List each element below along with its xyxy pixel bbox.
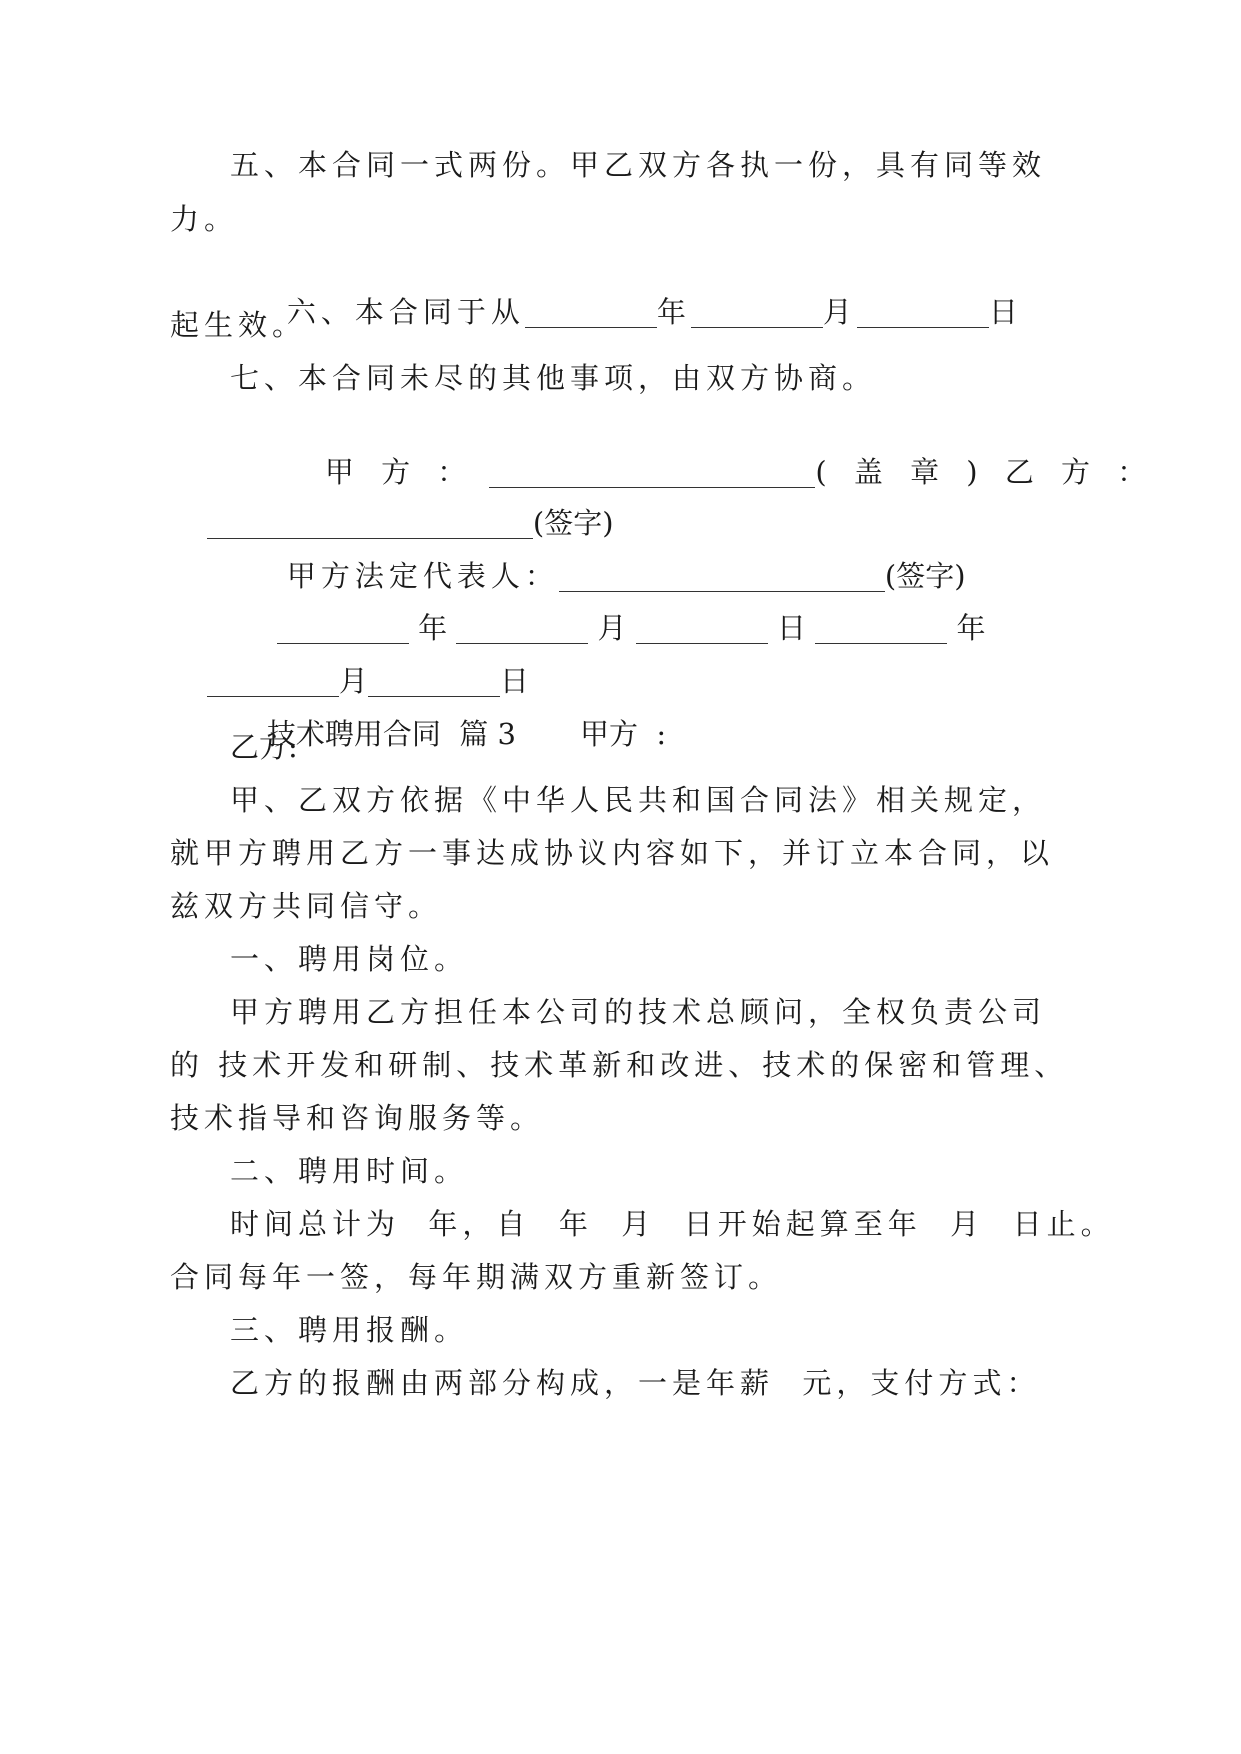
- paragraph-line: 起生效。: [170, 308, 307, 342]
- signature-line-party-b: [170, 463, 1241, 540]
- paragraph-line: 七、本合同未尽的其他事项，由双方协商。: [230, 361, 877, 395]
- paragraph-line: 力。: [170, 202, 239, 236]
- paragraph-line: 技术指导和咨询服务等。: [170, 1101, 545, 1135]
- signature-line-party-a: [252, 412, 1241, 489]
- paragraph-line: 乙方的报酬由两部分构成，一是年薪 元，支付方式：: [230, 1366, 1041, 1400]
- paragraph-line: 五、本合同一式两份。甲乙双方各执一份，具有同等效: [230, 148, 1047, 182]
- party-a-label: 甲 方 ：: [324, 455, 476, 489]
- day-label: 日: [499, 664, 529, 698]
- paragraph-line: 合同每年一签，每年期满双方重新签订。: [170, 1260, 783, 1294]
- paragraph-line: 时间总计为 年，自 年 月 日开始起算至年 月 日止。: [230, 1207, 1115, 1241]
- paragraph-line: 就甲方聘用乙方一事达成协议内容如下，并订立本合同，以: [170, 836, 1055, 870]
- clause-heading: 三、聘用报酬。: [230, 1313, 469, 1347]
- year-label: 年: [656, 295, 691, 329]
- month-label: 月: [822, 295, 857, 329]
- contract-section-title: 技术聘用合同 篇 3: [266, 717, 516, 751]
- paragraph-line: 甲方聘用乙方担任本公司的技术总顾问，全权负责公司: [230, 995, 1047, 1029]
- paragraph-line: 甲、乙双方依据《中华人民共和国合同法》相关规定，: [230, 783, 1047, 817]
- date-line: [170, 621, 1241, 698]
- date-line: [240, 568, 1241, 645]
- legal-representative-label: 甲方法定代表人：: [286, 559, 559, 593]
- day-label: 日: [988, 295, 1023, 329]
- paragraph-line: 兹双方共同信守。: [170, 889, 443, 923]
- legal-representative-line: [230, 516, 1241, 593]
- clause-heading: 二、聘用时间。: [230, 1154, 469, 1188]
- effective-date-label: 六、本合同于从: [286, 295, 525, 329]
- sign-label: (签字): [884, 559, 966, 593]
- year-label: 年: [956, 611, 986, 645]
- paragraph-line: 乙方:: [230, 730, 298, 764]
- paragraph-line: 的 技术开发和研制、技术革新和改进、技术的保密和管理、: [170, 1048, 1069, 1082]
- seal-party-b-label: ( 盖 章 ) 乙 方 ：: [815, 455, 1156, 489]
- sign-label: (签字): [532, 506, 614, 540]
- day-label: 日: [777, 611, 807, 645]
- effective-date-line: [230, 252, 1241, 329]
- party-a-label: 甲方 :: [579, 717, 667, 751]
- month-label: 月: [597, 611, 627, 645]
- clause-heading: 一、聘用岗位。: [230, 942, 469, 976]
- year-label: 年: [418, 611, 448, 645]
- month-label: 月: [338, 664, 368, 698]
